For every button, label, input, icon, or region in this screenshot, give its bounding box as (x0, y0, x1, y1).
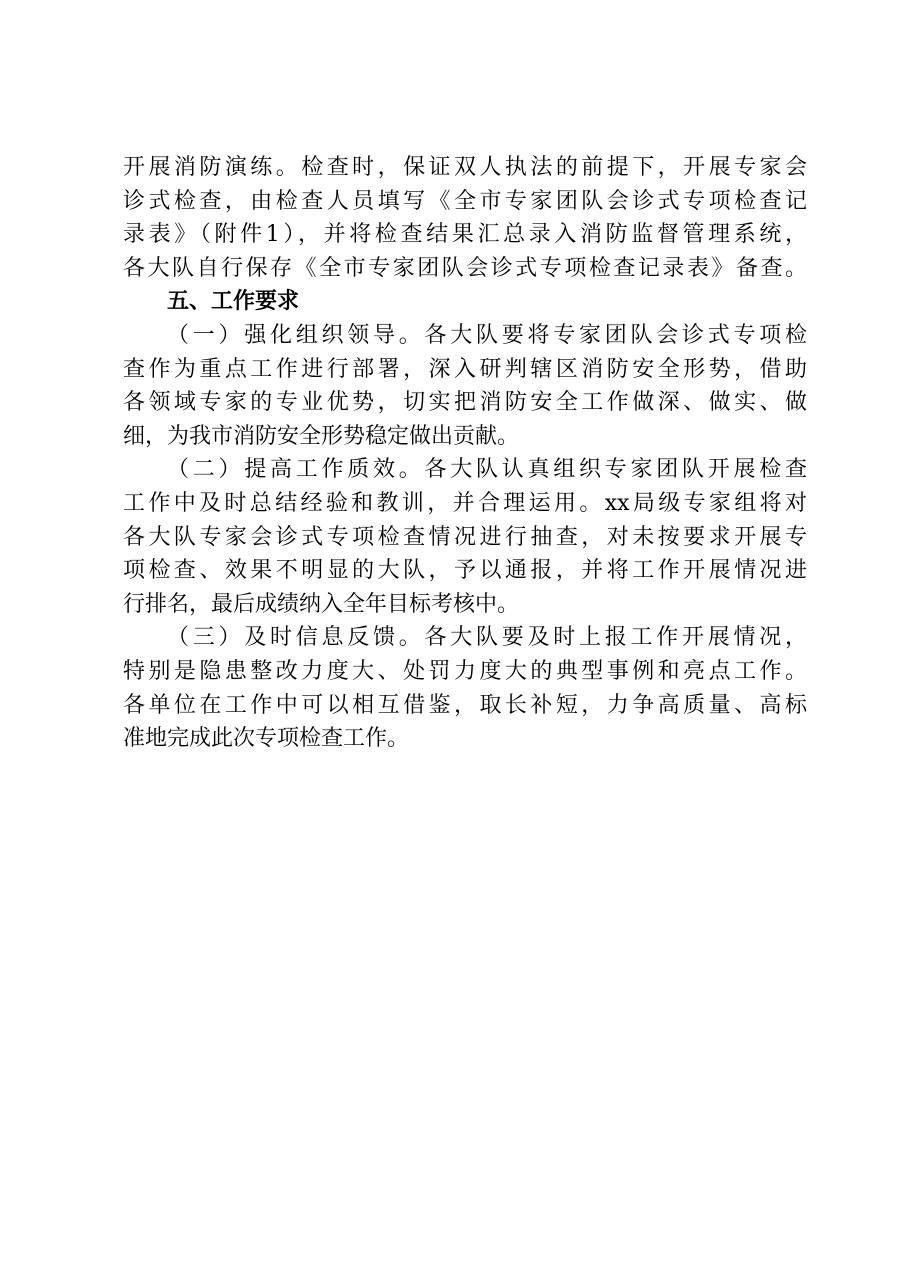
text-line: 录表》（附件1），并将检查结果汇总录入消防监督管理系统， (123, 222, 807, 248)
text-line: 查作为重点工作进行部署，深入研判辖区消防安全形势，借助 (123, 356, 807, 382)
text-line: 项检查、效果不明显的大队，予以通报，并将工作开展情况进 (123, 558, 807, 584)
text-line: 行排名，最后成绩纳入全年目标考核中。 (123, 591, 520, 617)
paragraph-work-quality (123, 453, 807, 621)
document-body (123, 151, 807, 756)
text-line: （三）及时信息反馈。各大队要及时上报工作开展情况， (167, 625, 807, 651)
text-line: 各大队专家会诊式专项检查情况进行抽查，对未按要求开展专 (123, 524, 807, 550)
text-line: 诊式检查，由检查人员填写《全市专家团队会诊式专项检查记 (123, 188, 807, 214)
text-line: 各大队自行保存《全市专家团队会诊式专项检查记录表》备查。 (123, 255, 807, 281)
paragraph-intro (123, 151, 807, 285)
text-line: 各领域专家的专业优势，切实把消防安全工作做深、做实、做 (123, 390, 807, 416)
text-line: 工作中及时总结经验和教训，并合理运用。xx局级专家组将对 (123, 490, 807, 516)
paragraph-organization-leadership (123, 319, 807, 453)
text-line: （二）提高工作质效。各大队认真组织专家团队开展检查 (167, 457, 807, 483)
text-line: 各单位在工作中可以相互借鉴，取长补短，力争高质量、高标 (123, 692, 807, 718)
text-line: （一）强化组织领导。各大队要将专家团队会诊式专项检 (167, 322, 807, 348)
text-line: 准地完成此次专项检查工作。 (123, 726, 410, 752)
text-line: 细，为我市消防安全形势稳定做出贡献。 (123, 423, 520, 449)
section-heading: 五、工作要求 (167, 289, 300, 315)
text-line: 开展消防演练。检查时，保证双人执法的前提下，开展专家会 (123, 155, 807, 180)
paragraph-information-feedback (123, 621, 807, 755)
text-line: 特别是隐患整改力度大、处罚力度大的典型事例和亮点工作。 (123, 658, 807, 684)
